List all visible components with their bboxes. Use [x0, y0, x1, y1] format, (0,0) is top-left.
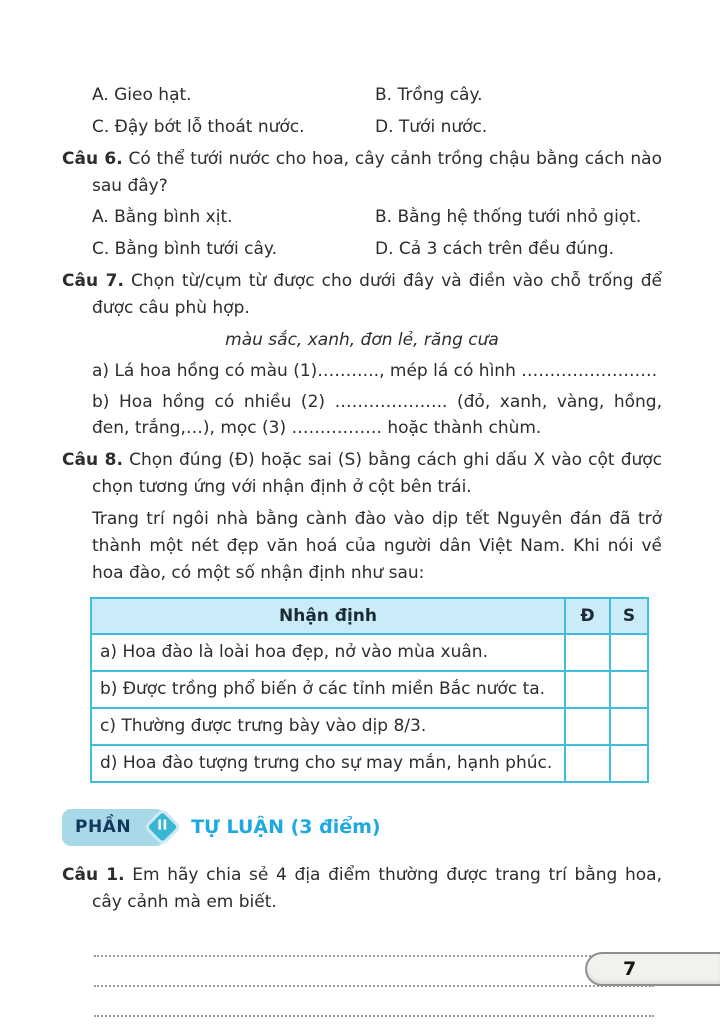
table-header-statement: Nhận định [91, 598, 565, 635]
question-6-text: Có thể tưới nước cho hoa, cây cảnh trồng chậu bằng cách nào sau đây? [92, 148, 662, 196]
question-6 [62, 146, 662, 200]
part-badge-label: PHẦN [75, 816, 132, 837]
table-row [91, 671, 648, 708]
table-header-row [91, 598, 648, 635]
part-number-diamond-icon [143, 808, 181, 846]
part-badge [62, 809, 168, 846]
page-number-tab [585, 952, 720, 986]
q6-option-d: D. Cả 3 cách trên đều đúng. [375, 239, 614, 260]
q7-word-bank: màu sắc, xanh, đơn lẻ, răng cưa [225, 329, 499, 350]
page-content [62, 82, 662, 1024]
answer-cell-d-sai [610, 745, 648, 782]
q8-true-false-table [90, 597, 649, 783]
q7-fill-line-a: a) Lá hoa hồng có màu (1)……….., mép lá có hình …………………… [92, 360, 658, 381]
q5-option-c: C. Đậy bớt lỗ thoát nước. [92, 116, 305, 137]
statement-a: a) Hoa đào là loài hoa đẹp, nở vào mùa xuân. [91, 634, 565, 671]
answer-cell-d-dung [565, 745, 610, 782]
table-row [91, 708, 648, 745]
q6-option-b: B. Bằng hệ thống tưới nhỏ giọt. [375, 207, 642, 228]
answer-cell-b-dung [565, 671, 610, 708]
question-7 [62, 268, 662, 322]
essay-question-1-label: Câu 1. [62, 864, 125, 885]
q6-option-c: C. Bằng bình tưới cây. [92, 239, 277, 260]
answer-cell-c-dung [565, 708, 610, 745]
q5-option-a: A. Gieo hạt. [92, 85, 192, 105]
answer-cell-a-sai [610, 634, 648, 671]
question-8 [62, 447, 662, 501]
essay-question-1-text: Em hãy chia sẻ 4 địa điểm thường được trang trí bằng hoa, cây cảnh mà em biết. [92, 864, 662, 912]
question-6-label: Câu 6. [62, 148, 123, 169]
question-8-label: Câu 8. [62, 450, 123, 471]
statement-d: d) Hoa đào tượng trưng cho sự may mắn, hạnh phúc. [91, 745, 565, 782]
q8-intro-paragraph: Trang trí ngôi nhà bằng cành đào vào dịp tết Nguyên đán đã trở thành một nét đẹp văn hoá của người dân Việt Nam. Khi nói về hoa đào, có một số nhận định như sau: [92, 509, 662, 583]
part-2-title: TỰ LUẬN (3 điểm) [191, 816, 381, 839]
q5-option-d: D. Tưới nước. [375, 116, 488, 137]
q5-options-row-1 [62, 82, 662, 109]
q7-fill-line-b: b) Hoa hồng có nhiều (2) ……………….. (đỏ, xanh, vàng, hồng, đen, trắng,…), mọc (3) ……………. hoặc thành chùm. [92, 391, 662, 439]
q5-option-b: B. Trồng cây. [375, 85, 483, 105]
table-header-dung: Đ [565, 598, 610, 635]
answer-line [94, 1017, 654, 1024]
q6-options-row-1 [62, 204, 662, 231]
part-badge-number: II [157, 819, 168, 835]
q5-options-row-2 [62, 114, 662, 141]
table-row [91, 634, 648, 671]
question-7-text: Chọn từ/cụm từ được cho dưới đây và điền vào chỗ trống để được câu phù hợp. [92, 271, 662, 319]
answer-cell-b-sai [610, 671, 648, 708]
answer-line [94, 927, 654, 957]
page-number: 7 [623, 958, 637, 980]
q6-options-row-2 [62, 236, 662, 263]
answer-line [94, 987, 654, 1017]
essay-question-1 [62, 862, 662, 916]
statement-c: c) Thường được trưng bày vào dịp 8/3. [91, 708, 565, 745]
answer-cell-c-sai [610, 708, 648, 745]
table-row [91, 745, 648, 782]
answer-cell-a-dung [565, 634, 610, 671]
answer-line [94, 957, 654, 987]
statement-b: b) Được trồng phổ biến ở các tỉnh miền Bắc nước ta. [91, 671, 565, 708]
table-header-sai: S [610, 598, 648, 635]
question-8-text: Chọn đúng (Đ) hoặc sai (S) bằng cách ghi dấu X vào cột được chọn tương ứng với nhận định ở cột bên trái. [92, 450, 663, 498]
q6-option-a: A. Bằng bình xịt. [92, 207, 233, 228]
question-7-label: Câu 7. [62, 271, 124, 292]
part-2-heading [62, 809, 662, 846]
